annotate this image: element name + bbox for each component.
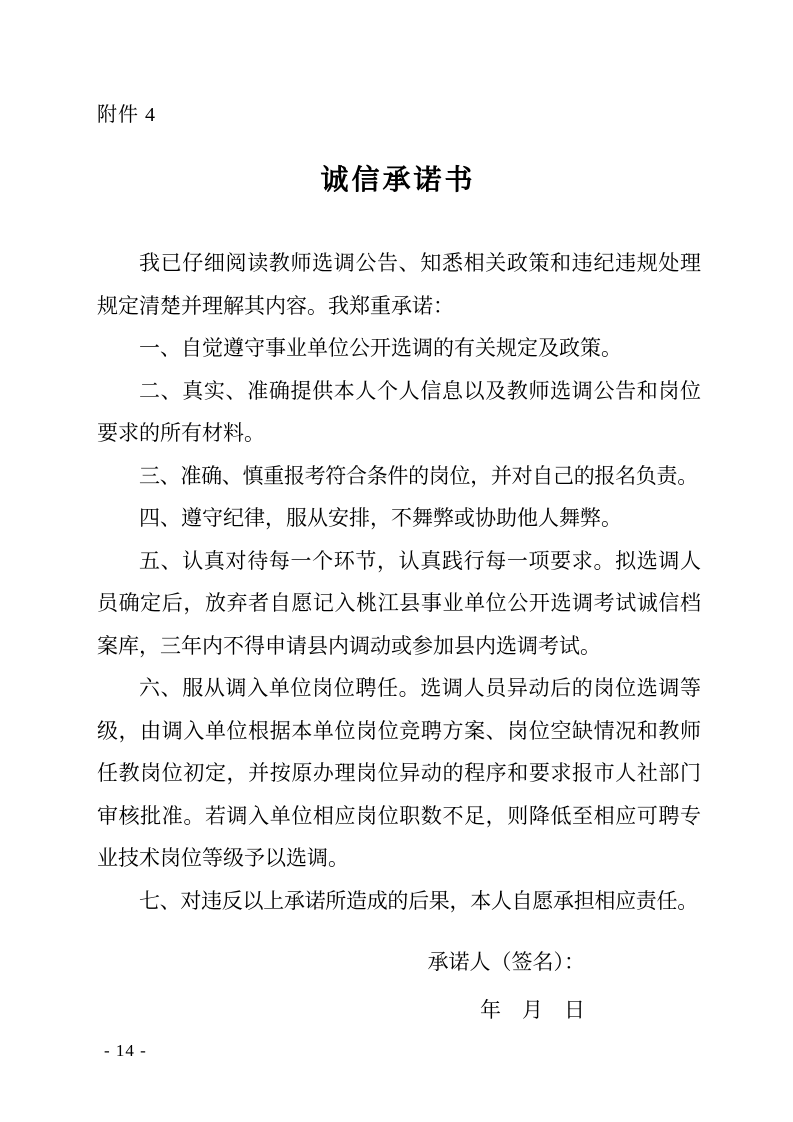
document-body — [97, 242, 701, 922]
body-paragraph: 二、真实、准确提供本人个人信息以及教师选调公告和岗位要求的所有材料。 — [97, 378, 701, 445]
attachment-label: 附件 4 — [97, 104, 156, 126]
body-paragraph: 四、遵守纪律，服从安排，不舞弊或协助他人舞弊。 — [139, 506, 622, 530]
body-paragraph: 一、自觉遵守事业单位公开选调的有关规定及政策。 — [139, 336, 622, 360]
body-paragraph: 六、服从调入单位岗位聘任。选调人员异动后的岗位选调等级，由调入单位根据本单位岗位竞聘方案、岗位空缺情况和教师任教岗位初定，并按原办理岗位异动的程序和要求报市人社部门审核批准。若调入单位相应岗位职数不足，则降低至相应可聘专业技术岗位等级予以选调。 — [97, 676, 701, 870]
page-title: 诚信承诺书 — [320, 163, 476, 195]
page-number: - 14 - — [104, 1041, 147, 1060]
body-paragraph: 我已仔细阅读教师选调公告、知悉相关政策和违纪违规处理规定清楚并理解其内容。我郑重承诺： — [97, 251, 701, 318]
body-paragraph: 七、对违反以上承诺所造成的后果，本人自愿承担相应责任。 — [139, 888, 698, 913]
signer-label: 承诺人（签名）： — [427, 950, 585, 974]
body-paragraph: 五、认真对待每一个环节，认真践行每一项要求。拟选调人员确定后，放弃者自愿记入桃江县事业单位公开选调考试诚信档案库，三年内不得申请县内调动或参加县内选调考试。 — [97, 548, 701, 658]
signature-block — [0, 938, 793, 1034]
body-paragraph: 三、准确、慎重报考符合条件的岗位，并对自己的报名负责。 — [139, 463, 698, 488]
date-line: 年 月 日 — [480, 998, 585, 1022]
